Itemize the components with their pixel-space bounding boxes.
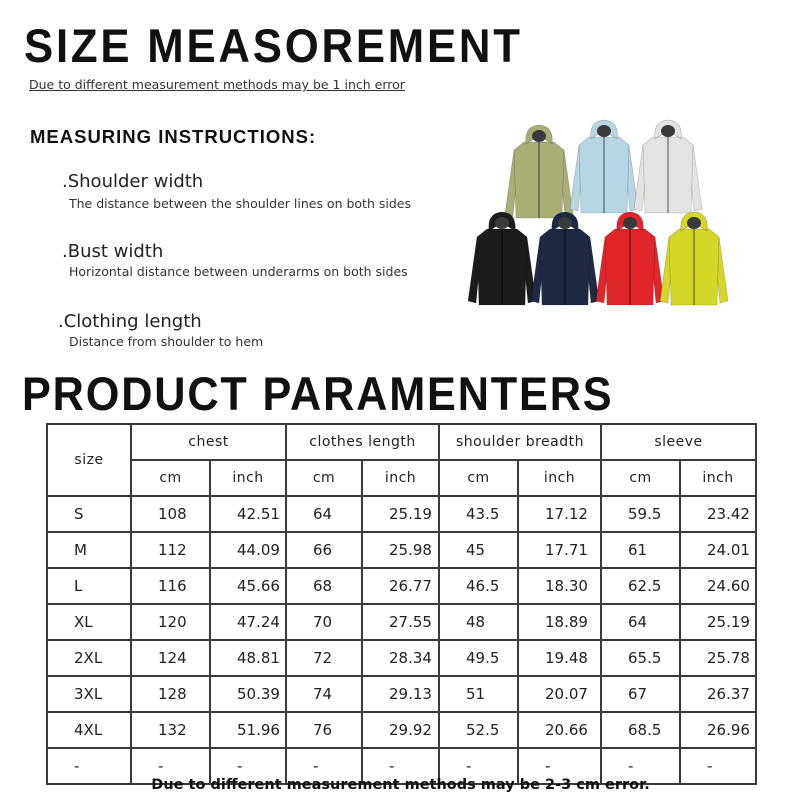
jacket-swatch bbox=[531, 212, 599, 305]
value-cell: 18.89 bbox=[518, 604, 601, 640]
value-cell: - bbox=[362, 748, 439, 784]
value-cell: - bbox=[601, 748, 680, 784]
value-cell: 112 bbox=[131, 532, 210, 568]
value-cell: 18.30 bbox=[518, 568, 601, 604]
value-cell: 20.07 bbox=[518, 676, 601, 712]
size-cell: XL bbox=[47, 604, 131, 640]
header-clothes-length: clothes length bbox=[286, 424, 439, 460]
value-cell: 45.66 bbox=[210, 568, 286, 604]
value-cell: - bbox=[680, 748, 756, 784]
value-cell: 124 bbox=[131, 640, 210, 676]
value-cell: 59.5 bbox=[601, 496, 680, 532]
table-row bbox=[47, 676, 756, 712]
value-cell: 128 bbox=[131, 676, 210, 712]
value-cell: 29.13 bbox=[362, 676, 439, 712]
table-row bbox=[47, 496, 756, 532]
unit-cell: inch bbox=[680, 460, 756, 496]
size-cell: L bbox=[47, 568, 131, 604]
jacket-swatch bbox=[468, 212, 536, 305]
value-cell: 25.19 bbox=[362, 496, 439, 532]
value-cell: 48.81 bbox=[210, 640, 286, 676]
value-cell: 24.01 bbox=[680, 532, 756, 568]
table-row bbox=[47, 640, 756, 676]
measurement-desc-shoulder: The distance between the shoulder lines on both sides bbox=[69, 196, 411, 211]
value-cell: 62.5 bbox=[601, 568, 680, 604]
measurement-desc-bust: Horizontal distance between underarms on both sides bbox=[69, 264, 408, 279]
value-cell: 23.42 bbox=[680, 496, 756, 532]
value-cell: 19.48 bbox=[518, 640, 601, 676]
value-cell: 29.92 bbox=[362, 712, 439, 748]
jacket-color-gallery bbox=[468, 118, 733, 318]
value-cell: 72 bbox=[286, 640, 362, 676]
value-cell: 108 bbox=[131, 496, 210, 532]
size-cell: 4XL bbox=[47, 712, 131, 748]
value-cell: 47.24 bbox=[210, 604, 286, 640]
value-cell: 61 bbox=[601, 532, 680, 568]
value-cell: 43.5 bbox=[439, 496, 518, 532]
page-title: SIZE MEASOREMENT bbox=[24, 19, 523, 72]
instructions-heading: MEASURING INSTRUCTIONS: bbox=[30, 126, 317, 147]
value-cell: 27.55 bbox=[362, 604, 439, 640]
jacket-swatch bbox=[505, 125, 573, 218]
value-cell: 45 bbox=[439, 532, 518, 568]
footer-note: Due to different measurement methods may be 2-3 cm error. bbox=[151, 777, 650, 793]
size-cell: 3XL bbox=[47, 676, 131, 712]
unit-cell: inch bbox=[362, 460, 439, 496]
value-cell: 64 bbox=[286, 496, 362, 532]
value-cell: 52.5 bbox=[439, 712, 518, 748]
measurement-title-length: .Clothing length bbox=[58, 311, 202, 332]
value-cell: 51.96 bbox=[210, 712, 286, 748]
table-row bbox=[47, 712, 756, 748]
value-cell: 76 bbox=[286, 712, 362, 748]
value-cell: 48 bbox=[439, 604, 518, 640]
table-header-row bbox=[47, 424, 756, 460]
header-sleeve: sleeve bbox=[601, 424, 756, 460]
measurement-title-bust: .Bust width bbox=[62, 241, 164, 262]
table-row bbox=[47, 568, 756, 604]
value-cell: - bbox=[518, 748, 601, 784]
value-cell: 17.12 bbox=[518, 496, 601, 532]
size-cell: M bbox=[47, 532, 131, 568]
value-cell: 74 bbox=[286, 676, 362, 712]
size-cell: - bbox=[47, 748, 131, 784]
value-cell: 25.19 bbox=[680, 604, 756, 640]
value-cell: 67 bbox=[601, 676, 680, 712]
value-cell: - bbox=[210, 748, 286, 784]
value-cell: 28.34 bbox=[362, 640, 439, 676]
value-cell: - bbox=[286, 748, 362, 784]
unit-cell: cm bbox=[439, 460, 518, 496]
table-units-row bbox=[47, 460, 756, 496]
value-cell: 20.66 bbox=[518, 712, 601, 748]
value-cell: 24.60 bbox=[680, 568, 756, 604]
value-cell: 26.96 bbox=[680, 712, 756, 748]
value-cell: 66 bbox=[286, 532, 362, 568]
value-cell: 17.71 bbox=[518, 532, 601, 568]
header-chest: chest bbox=[131, 424, 286, 460]
value-cell: 46.5 bbox=[439, 568, 518, 604]
params-title: PRODUCT PARAMENTERS bbox=[22, 367, 614, 420]
table-row bbox=[47, 532, 756, 568]
value-cell: 132 bbox=[131, 712, 210, 748]
unit-cell: inch bbox=[210, 460, 286, 496]
jacket-swatch bbox=[660, 212, 728, 305]
value-cell: - bbox=[131, 748, 210, 784]
value-cell: 44.09 bbox=[210, 532, 286, 568]
error-note: Due to different measurement methods may be 1 inch error bbox=[29, 77, 405, 92]
value-cell: 116 bbox=[131, 568, 210, 604]
unit-cell: cm bbox=[601, 460, 680, 496]
value-cell: 51 bbox=[439, 676, 518, 712]
value-cell: 42.51 bbox=[210, 496, 286, 532]
value-cell: 25.78 bbox=[680, 640, 756, 676]
size-cell: 2XL bbox=[47, 640, 131, 676]
value-cell: 64 bbox=[601, 604, 680, 640]
value-cell: 26.77 bbox=[362, 568, 439, 604]
size-table bbox=[46, 423, 757, 785]
header-shoulder-breadth: shoulder breadth bbox=[439, 424, 601, 460]
jacket-swatch bbox=[634, 120, 702, 213]
value-cell: 68 bbox=[286, 568, 362, 604]
value-cell: - bbox=[439, 748, 518, 784]
value-cell: 70 bbox=[286, 604, 362, 640]
value-cell: 25.98 bbox=[362, 532, 439, 568]
size-header: size bbox=[47, 424, 131, 496]
table-row bbox=[47, 604, 756, 640]
measurement-desc-length: Distance from shoulder to hem bbox=[69, 334, 264, 349]
value-cell: 49.5 bbox=[439, 640, 518, 676]
unit-cell: cm bbox=[286, 460, 362, 496]
size-cell: S bbox=[47, 496, 131, 532]
value-cell: 65.5 bbox=[601, 640, 680, 676]
measurement-title-shoulder: .Shoulder width bbox=[62, 171, 204, 192]
value-cell: 68.5 bbox=[601, 712, 680, 748]
unit-cell: inch bbox=[518, 460, 601, 496]
value-cell: 120 bbox=[131, 604, 210, 640]
value-cell: 26.37 bbox=[680, 676, 756, 712]
value-cell: 50.39 bbox=[210, 676, 286, 712]
unit-cell: cm bbox=[131, 460, 210, 496]
jacket-swatch bbox=[596, 212, 664, 305]
jacket-swatch bbox=[570, 120, 638, 213]
